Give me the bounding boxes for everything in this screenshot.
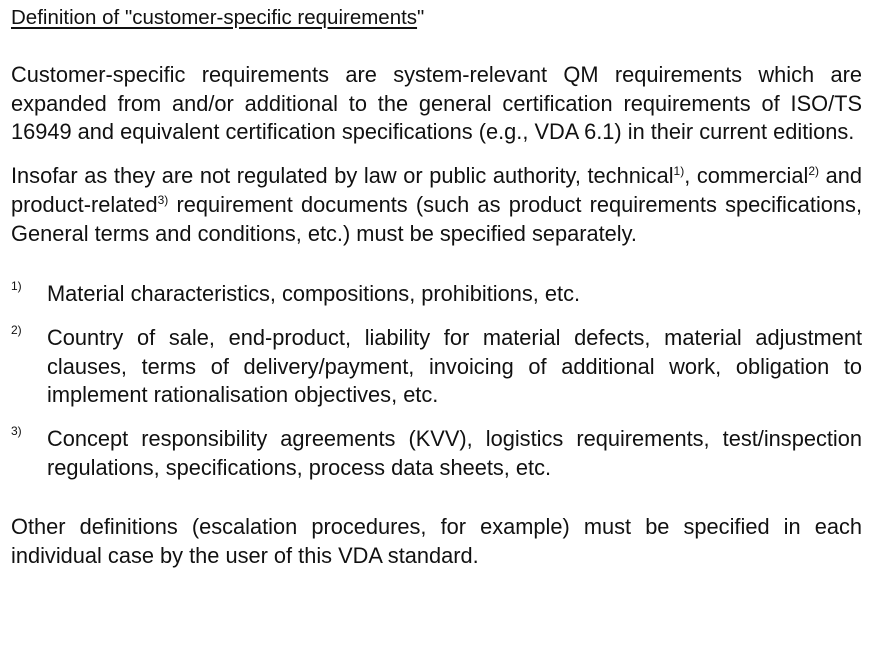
document-page [11,4,862,571]
footnote-list [11,280,862,482]
heading-closing-quote: " [417,6,425,29]
insofar-text-part3: and product-related [11,163,862,217]
insofar-text-part2: , commercial [684,163,809,189]
footnote-marker: 3) [11,424,22,439]
footnote-ref-1: 1) [673,164,685,179]
footnote-text: Concept responsibility agreements (KVV), logistics requirements, test/inspection regulations, specifications, process data sheets, etc. [47,426,862,480]
footnote-item [11,324,862,410]
section-heading [11,4,862,32]
other-definitions-paragraph: Other definitions (escalation procedures, for example) must be specified in each individual case by the user of this VDA standard. [11,514,862,569]
insofar-text-part4: requirement documents (such as product requirements specifications, General terms and conditions, etc.) must be specified separately. [11,191,862,246]
footnote-ref-2: 2) [808,164,819,179]
footnote-ref-3: 3) [157,192,169,207]
footnote-marker: 2) [11,322,22,337]
heading-underlined-text: Definition of "customer-specific requirements [11,6,418,29]
footnote-text: Material characteristics, compositions, prohibitions, etc. [47,281,581,307]
footnote-text: Country of sale, end-product, liability for material defects, material adjustment clauses, terms of delivery/payment, invoicing of additional work, obligation to implement rationalisation objectives, etc. [47,324,862,408]
footnote-item [11,425,862,482]
footnote-marker: 1) [11,279,22,294]
definition-paragraph: Customer-specific requirements are system-relevant QM requirements which are expanded from and/or additional to the general certification requirements of ISO/TS 16949 and equivalent certification specifications (e.g., VDA 6.1) in their current editions. [11,62,862,145]
footnote-item [11,280,862,309]
insofar-paragraph [11,162,862,248]
insofar-text-part1: Insofar as they are not regulated by law or public authority, technical [11,163,674,189]
